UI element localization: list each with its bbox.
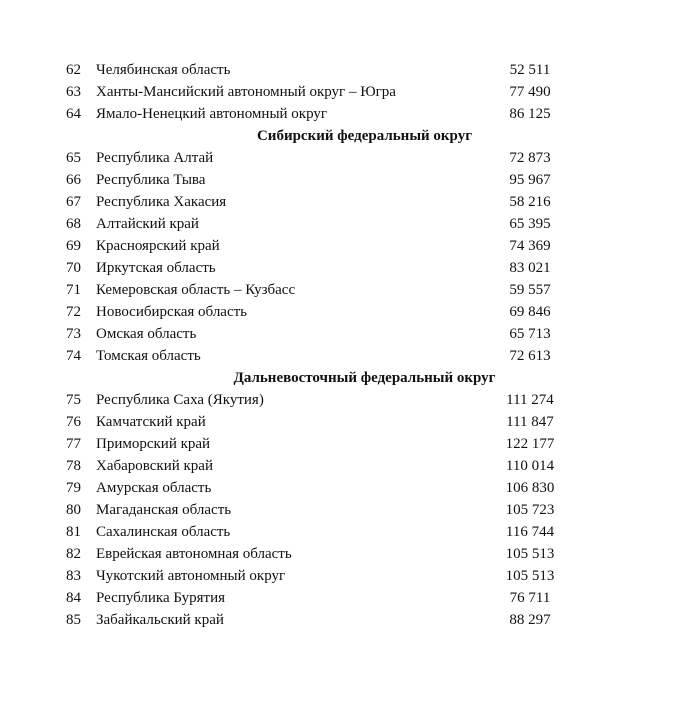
region-name: Хабаровский край [96, 458, 213, 474]
region-name: Ханты-Мансийский автономный округ – Югра [96, 84, 396, 100]
region-value: 95 967 [509, 172, 551, 188]
region-name: Иркутская область [96, 260, 216, 276]
region-value: 110 014 [505, 458, 555, 474]
region-value: 69 846 [509, 304, 551, 320]
region-name: Алтайский край [96, 216, 199, 232]
row-number: 77 [66, 436, 81, 452]
region-value: 65 395 [509, 216, 551, 232]
table-row [0, 103, 691, 125]
table-row [0, 565, 691, 587]
table-row [0, 609, 691, 631]
region-name: Забайкальский край [96, 612, 224, 628]
table-row [0, 499, 691, 521]
region-name: Кемеровская область – Кузбасс [96, 282, 296, 298]
table-row [0, 213, 691, 235]
row-number: 85 [66, 612, 81, 628]
region-value: 72 873 [509, 150, 551, 166]
region-name: Амурская область [96, 480, 212, 496]
table-row [0, 279, 691, 301]
row-number: 69 [66, 238, 81, 254]
row-number: 63 [66, 84, 81, 100]
table-row [0, 521, 691, 543]
region-value: 105 513 [505, 546, 555, 562]
table-row [0, 455, 691, 477]
region-value: 111 847 [506, 414, 554, 430]
table-row [0, 543, 691, 565]
region-name: Республика Хакасия [96, 194, 227, 210]
region-value: 105 723 [505, 502, 555, 518]
region-name: Челябинская область [96, 62, 231, 78]
region-name: Новосибирская область [96, 304, 248, 320]
region-name: Республика Алтай [96, 150, 214, 166]
region-value: 122 177 [505, 436, 555, 452]
row-number: 66 [66, 172, 81, 188]
region-value: 111 274 [506, 392, 554, 408]
table-row [0, 235, 691, 257]
region-name: Сахалинская область [96, 524, 231, 540]
region-value: 105 513 [505, 568, 555, 584]
table-row [0, 433, 691, 455]
region-name: Камчатский край [96, 414, 206, 430]
row-number: 65 [66, 150, 81, 166]
table-row [0, 389, 691, 411]
row-number: 72 [66, 304, 81, 320]
region-name: Чукотский автономный округ [96, 568, 286, 584]
table-row [0, 323, 691, 345]
row-number: 70 [66, 260, 81, 276]
region-value: 72 613 [509, 348, 551, 364]
row-number: 64 [66, 106, 81, 122]
table-row [0, 587, 691, 609]
row-number: 84 [66, 590, 81, 606]
row-number: 83 [66, 568, 81, 584]
table-row [0, 169, 691, 191]
row-number: 67 [66, 194, 81, 210]
region-name: Омская область [96, 326, 197, 342]
table-row [0, 59, 691, 81]
table-row [0, 147, 691, 169]
section-heading-far-east: Дальневосточный федеральный округ [233, 370, 496, 386]
region-value: 52 511 [509, 62, 551, 78]
row-number: 71 [66, 282, 81, 298]
region-value: 77 490 [509, 84, 551, 100]
region-value: 76 711 [509, 590, 551, 606]
region-value: 86 125 [509, 106, 551, 122]
region-name: Магаданская область [96, 502, 232, 518]
region-value: 106 830 [505, 480, 555, 496]
regions-table [0, 59, 691, 631]
table-row [0, 477, 691, 499]
row-number: 81 [66, 524, 81, 540]
region-name: Республика Тыва [96, 172, 206, 188]
region-name: Республика Саха (Якутия) [96, 392, 264, 408]
region-name: Приморский край [96, 436, 211, 452]
region-value: 74 369 [509, 238, 551, 254]
region-value: 83 021 [509, 260, 551, 276]
region-name: Республика Бурятия [96, 590, 226, 606]
table-row [0, 301, 691, 323]
row-number: 79 [66, 480, 81, 496]
row-number: 78 [66, 458, 81, 474]
region-value: 116 744 [505, 524, 555, 540]
table-row [0, 81, 691, 103]
row-number: 75 [66, 392, 81, 408]
row-number: 76 [66, 414, 81, 430]
region-name: Красноярский край [96, 238, 220, 254]
row-number: 62 [66, 62, 81, 78]
table-row [0, 257, 691, 279]
region-value: 65 713 [509, 326, 551, 342]
region-value: 88 297 [509, 612, 551, 628]
region-name: Еврейская автономная область [96, 546, 292, 562]
region-name: Ямало-Ненецкий автономный округ [96, 106, 328, 122]
row-number: 74 [66, 348, 81, 364]
region-value: 59 557 [509, 282, 551, 298]
region-value: 58 216 [509, 194, 551, 210]
row-number: 68 [66, 216, 81, 232]
table-row [0, 191, 691, 213]
table-row [0, 345, 691, 367]
region-name: Томская область [96, 348, 201, 364]
row-number: 82 [66, 546, 81, 562]
row-number: 73 [66, 326, 81, 342]
table-row [0, 411, 691, 433]
section-heading-siberia: Сибирский федеральный округ [256, 128, 473, 144]
row-number: 80 [66, 502, 81, 518]
